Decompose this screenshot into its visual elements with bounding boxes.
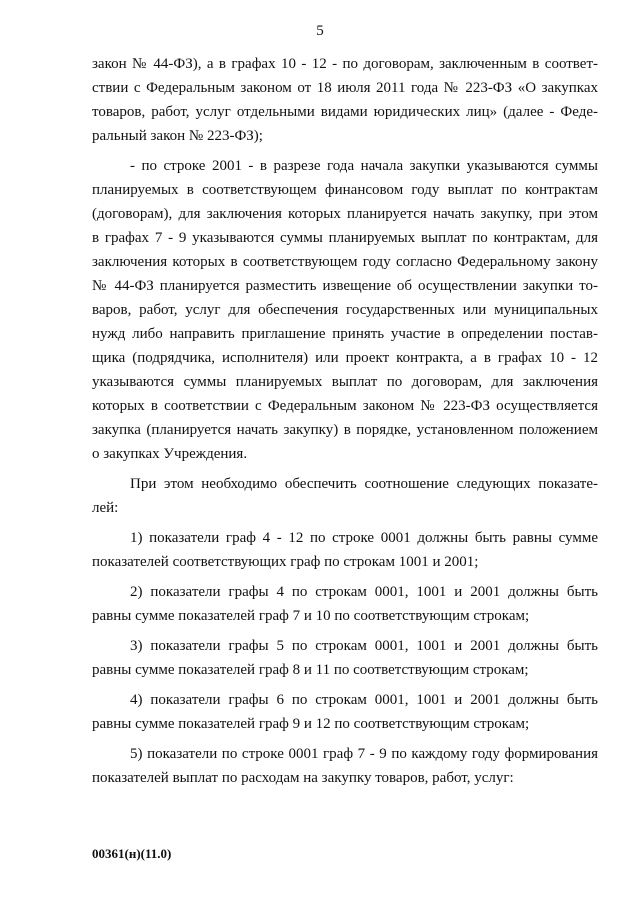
paragraph-line: закон № 44-ФЗ), а в графах 10 - 12 - по договорам, заключенным в соответ- — [92, 56, 598, 72]
paragraph-line: № 44-ФЗ планируется разместить извещение об осуществлении закупки то- — [92, 278, 598, 294]
paragraph-line: товаров, работ, услуг отдельными видами юридических лиц» (далее - Феде- — [92, 104, 598, 120]
paragraph-line: планируемых в соответствующем финансовом году выплат по контрактам — [92, 182, 598, 198]
paragraph-line: лей: — [92, 500, 119, 516]
paragraph-line: ральный закон № 223-ФЗ); — [92, 128, 263, 144]
list-item-line: 2) показатели графы 4 по строкам 0001, 1001 и 2001 должны быть — [130, 584, 598, 600]
paragraph-line: При этом необходимо обеспечить соотношение следующих показате- — [130, 476, 598, 492]
document-body — [92, 52, 598, 790]
form-code: 00361(н)(11.0) — [92, 846, 172, 861]
paragraph-line: которых в соответствии с Федеральным законом № 223-ФЗ осуществляется — [92, 398, 598, 414]
paragraph-line: закупка (планируется начать закупку) в порядке, установленном положением — [92, 422, 598, 438]
paragraph-line: нужд либо направить приглашение принять участие в определении постав- — [92, 326, 598, 342]
list-item-line: показателей соответствующих граф по строкам 1001 и 2001; — [92, 554, 479, 570]
list-item-line: равны сумме показателей граф 7 и 10 по соответствующим строкам; — [92, 608, 530, 624]
paragraph-line: заключения которых в соответствующем году согласно Федеральному закону — [92, 254, 598, 270]
paragraph-line: указываются суммы планируемых выплат по договорам, для заключения — [92, 374, 598, 390]
list-item-line: 3) показатели графы 5 по строкам 0001, 1001 и 2001 должны быть — [130, 638, 598, 654]
list-item-line: 5) показатели по строке 0001 граф 7 - 9 по каждому году формирования — [130, 746, 598, 762]
paragraph-line: варов, работ, услуг для обеспечения государственных или муниципальных — [92, 302, 598, 318]
paragraph-line: в графах 7 - 9 указываются суммы планируемых выплат по контрактам, для — [92, 230, 598, 246]
list-item-line: равны сумме показателей граф 9 и 12 по соответствующим строкам; — [92, 716, 530, 732]
paragraph-line: о закупках Учреждения. — [92, 446, 248, 462]
list-item-line: показателей выплат по расходам на закупку товаров, работ, услуг: — [92, 770, 514, 786]
paragraph-line: - по строке 2001 - в разрезе года начала закупки указываются суммы — [130, 158, 598, 174]
page-number: 5 — [316, 23, 324, 39]
list-item-line: равны сумме показателей граф 8 и 11 по соответствующим строкам; — [92, 662, 529, 678]
list-item-line: 1) показатели граф 4 - 12 по строке 0001 должны быть равны сумме — [130, 530, 598, 546]
paragraph-line: ствии с Федеральным законом от 18 июля 2011 года № 223-ФЗ «О закупках — [92, 80, 598, 96]
paragraph-line: (договорам), для заключения которых планируется начать закупку, при этом — [92, 206, 598, 222]
paragraph-line: щика (подрядчика, исполнителя) или проект контракта, а в графах 10 - 12 — [92, 350, 598, 366]
list-item-line: 4) показатели графы 6 по строкам 0001, 1001 и 2001 должны быть — [130, 692, 598, 708]
